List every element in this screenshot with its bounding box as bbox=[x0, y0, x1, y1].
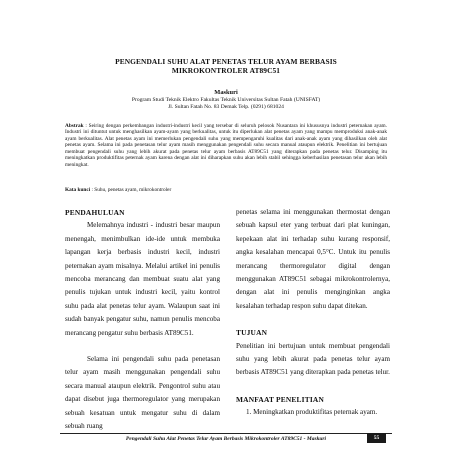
section-heading-tujuan: TUJUAN bbox=[236, 328, 268, 338]
paragraph-gap bbox=[236, 380, 390, 393]
paragraph-gap bbox=[65, 340, 220, 353]
left-column bbox=[65, 206, 220, 434]
intro-paragraph-2: Selama ini pengendali suhu pada penetasan telur ayam masih menggunakan pengendali suhu secara manual ataupun elektrik. Pengontrol suhu atau dapat disebut juga thermoregulator yang merupakan sebuah kesatuan untuk mengatur suhu di dalam sebuah ruang bbox=[65, 355, 220, 431]
footer-divider bbox=[60, 433, 392, 434]
affiliation-line-2: Jl. Sultan Fatah No. 83 Demak Telp. (0291) 681024 bbox=[168, 103, 284, 110]
tujuan-paragraph: Penelitian ini bertujuan untuk membuat pengendali suhu yang lebih akurat pada penetas telur ayam berbasis AT89C51 yang diterapkan pada penetas telur. bbox=[236, 341, 390, 377]
paper-title bbox=[60, 58, 392, 75]
author-name: Maskuri bbox=[214, 89, 238, 96]
right-column bbox=[236, 206, 390, 420]
title-line-1: PENGENDALI SUHU ALAT PENETAS TELUR AYAM BERBASIS bbox=[115, 57, 337, 66]
affiliation-line-1: Program Studi Teknik Elektro Fakultas Teknik Universitas Sultan Fatah (UNISFAT) bbox=[131, 97, 321, 103]
title-line-2: MIKROKONTROLER AT89C51 bbox=[171, 65, 281, 75]
intro-paragraph-1: Melemahnya industri - industri besar maupun menengah, menimbulkan ide-ide untuk membuka lapangan kerja berbasis industri kecil, industri peternakan ayam misalnya. Melalui artikel ini penulis mencoba merancang dan membuat suatu alat yang penulis tujukan untuk industri kecil, yaitu kontrol suhu pada alat penetas telur ayam. Walaupun saat ini sudah banyak pengatur suhu, namun penulis mencoba merancang pengatur suhu berbasis AT89C51. bbox=[65, 221, 220, 337]
keywords-text: : Suhu, penetas ayam, mikrokontroler bbox=[91, 187, 172, 193]
abstract-text: : Seiring dengan perkembangan industri-industri kecil yang tersebar di seluruh pelosok Nusantara ini khususnya industri peternakan ayam. Industri ini dituntut untuk menghasilkan ayam-ayam yang berkualitas, untuk itu diperlukan alat penetas ayam yang mampu memproduksi anak-anak ayam berkualitas. Alat penetas ayam ini memerlukan pengendali suhu yang mempengaruhi kualitas dari anak-anak ayam yang dihasilkan oleh alat penetas ayam. Selama ini pada penetasan telur ayam masih menggunakan pengendali suhu secara manual ataupun elektrik. Penelitian ini bertujuan membuat pengendali suhu yang lebih akurat pada penetas telur ayam berbasis AT89C51 yang diterapkan pada penetas telur. Disamping itu meningkatkan produktifitas peternak ayam karena dengan alat ini diharapkan suhu akan lebih stabil sehingga keberhasilan penetasan telur akan lebih meningkat. bbox=[65, 123, 387, 168]
section-heading-pendahuluan: PENDAHULUAN bbox=[65, 208, 125, 217]
section-heading-manfaat: MANFAAT PENELITIAN bbox=[236, 394, 324, 404]
paragraph-gap bbox=[236, 313, 390, 326]
affiliation bbox=[60, 97, 392, 111]
abstract-label: Abstrak bbox=[65, 123, 84, 129]
keywords bbox=[65, 187, 387, 193]
running-footer: Pengendali Suhu Alat Penetas Telur Ayam Berbasis Mikrokontroler AT89C51 - Maskuri bbox=[125, 436, 327, 442]
intro-continued-paragraph: penetas selama ini menggunakan thermostat dengan sebuah kapsul eter yang terbuat dari plat kuningan, kepekaan alat ini terhadap suhu kurang responsif, angka kesalahan mencapai 0,5°C. Untuk itu penulis merancang thermoregulator digital dengan menggunakan AT89C51 sebagai mikrokontrolernya, dengan alat ini penulis menginginkan angka kesalahan terhadap respon suhu dapat ditekan. bbox=[236, 208, 390, 310]
keywords-label: Kata kunci bbox=[65, 187, 91, 193]
abstract bbox=[65, 123, 387, 168]
page-number: 55 bbox=[367, 433, 386, 443]
manfaat-list-item: 1. Meningkatkan produktifitas peternak ayam. bbox=[246, 408, 378, 417]
